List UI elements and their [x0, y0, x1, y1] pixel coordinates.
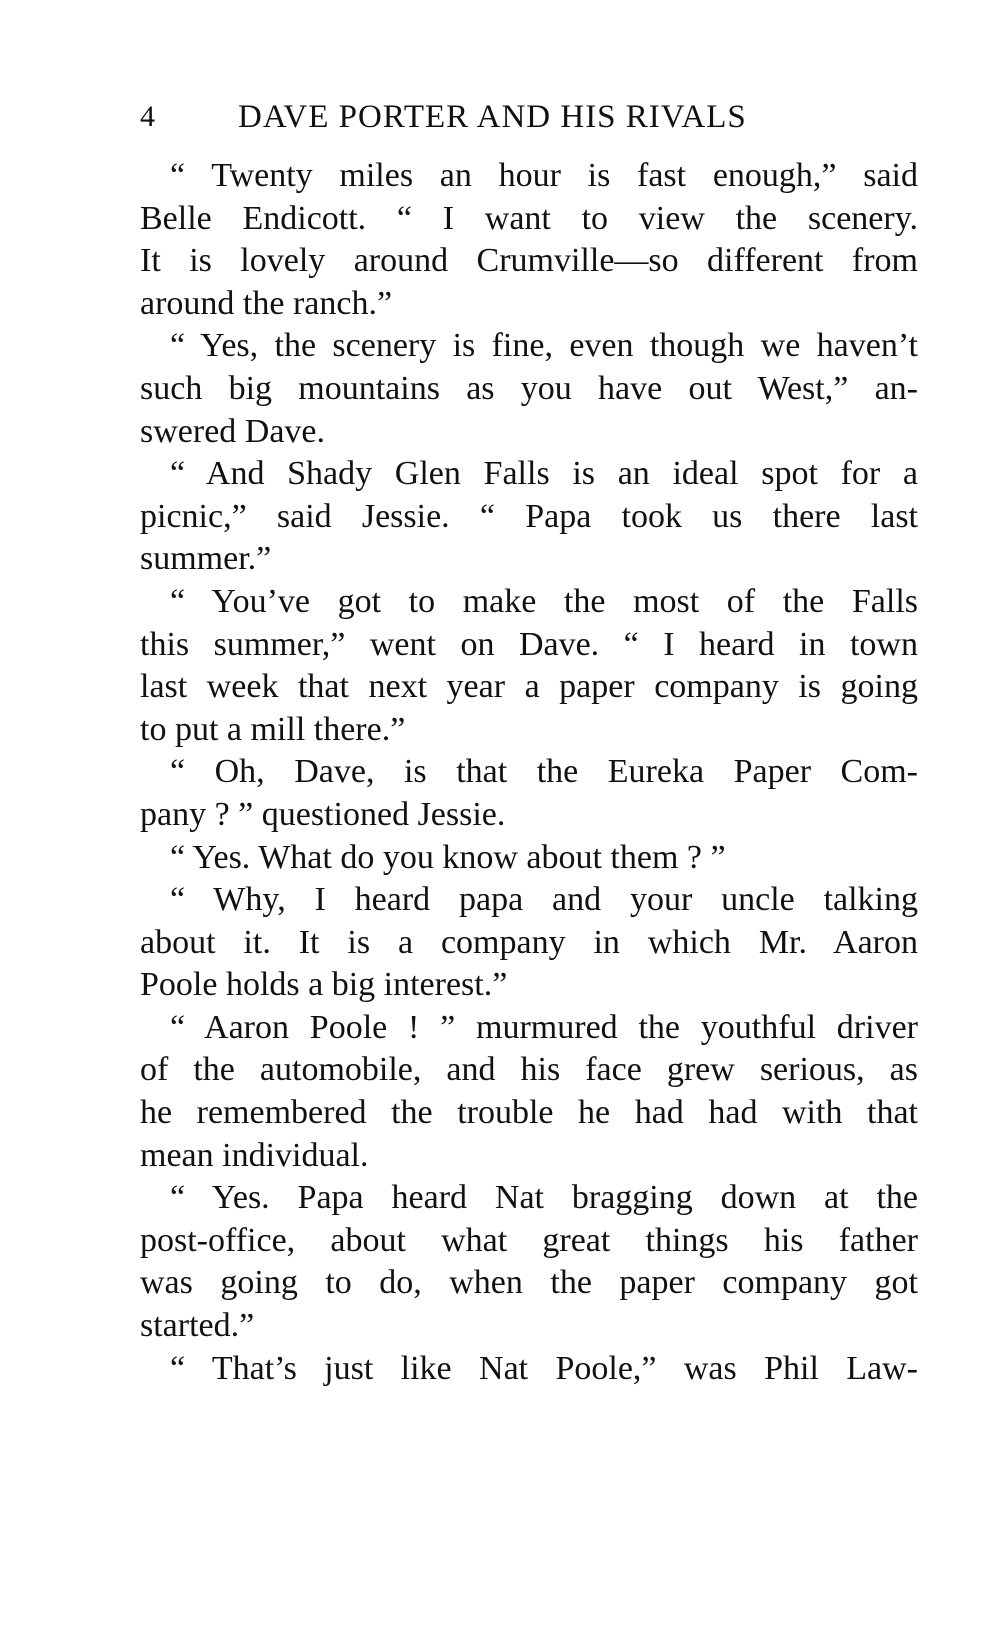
text-line: he remembered the trouble he had had with that — [140, 1094, 918, 1132]
text-line: “ You’ve got to make the most of the Falls — [170, 582, 918, 620]
text-line: “ And Shady Glen Falls is an ideal spot for a — [170, 455, 918, 493]
text-line: “ That’s just like Nat Poole,” was Phil Law- — [170, 1349, 918, 1387]
text-line: “ Yes, the scenery is fine, even though we haven’t — [170, 327, 918, 365]
text-line: “ Aaron Poole ! ” murmured the youthful driver — [170, 1008, 918, 1046]
text-line: “ Yes. Papa heard Nat bragging down at the — [170, 1179, 918, 1217]
running-head — [140, 94, 918, 140]
text-line: mean individual. — [140, 1136, 369, 1174]
text-line: such big mountains as you have out West,” an- — [140, 369, 918, 407]
text-line: “ Why, I heard papa and your uncle talking — [170, 881, 918, 919]
text-line: It is lovely around Crumville—so different from — [140, 242, 918, 280]
text-line: “ Oh, Dave, is that the Eureka Paper Com- — [170, 753, 918, 791]
text-line: about it. It is a company in which Mr. Aaron — [140, 923, 918, 961]
text-line: pany ? ” questioned Jessie. — [140, 795, 506, 833]
text-line: around the ranch.” — [140, 284, 393, 322]
text-line: this summer,” went on Dave. “ I heard in town — [140, 625, 918, 663]
text-line: “ Twenty miles an hour is fast enough,” said — [170, 157, 918, 194]
text-line: summer.” — [140, 540, 272, 578]
text-line: picnic,” said Jessie. “ Papa took us there last — [140, 497, 918, 535]
body-text — [140, 155, 918, 1390]
page-number: 4 — [140, 100, 155, 133]
text-line: was going to do, when the paper company got — [140, 1264, 918, 1302]
text-line: last week that next year a paper company is going — [140, 668, 918, 706]
text-line: Poole holds a big interest.” — [140, 966, 508, 1004]
text-line: of the automobile, and his face grew serious, as — [140, 1051, 918, 1089]
text-line: to put a mill there.” — [140, 710, 406, 748]
text-line: started.” — [140, 1307, 255, 1345]
text-line: post-office, about what great things his father — [140, 1221, 918, 1259]
running-title: DAVE PORTER AND HIS RIVALS — [238, 99, 747, 135]
text-line: “ Yes. What do you know about them ? ” — [170, 838, 726, 876]
text-line: Belle Endicott. “ I want to view the scenery. — [140, 199, 918, 237]
text-line: swered Dave. — [140, 412, 326, 450]
